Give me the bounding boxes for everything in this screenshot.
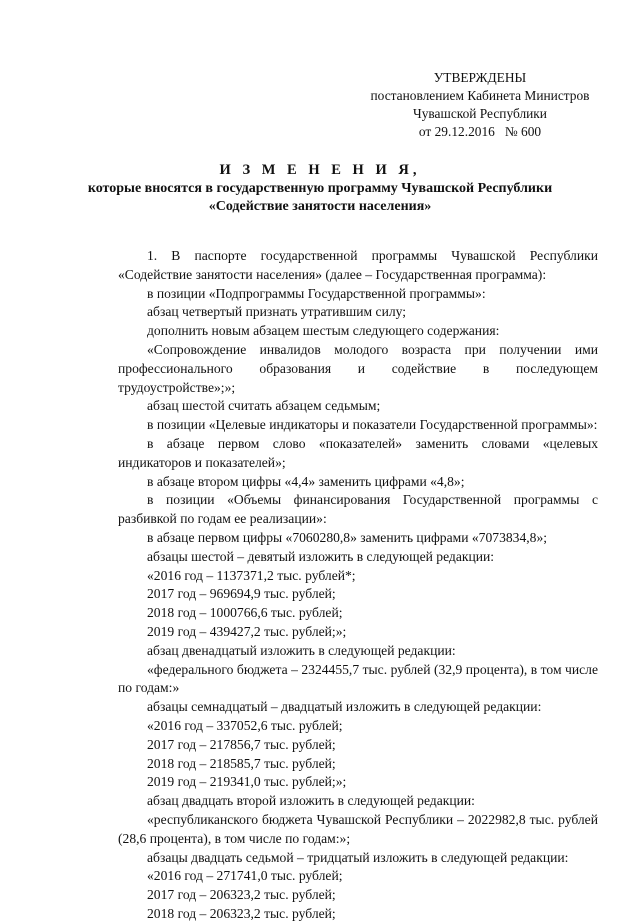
- paragraph: «2016 год – 337052,6 тыс. рублей;: [147, 717, 343, 733]
- paragraph: 2019 год – 439427,2 тыс. рублей;»;: [147, 623, 347, 639]
- paragraph: «республиканского бюджета Чувашской Республики – 2022982,8 тыс. рублей (28,6 процента), в том числе по годам:»;: [118, 811, 598, 846]
- title-subheading: которые вносятся в государственную программу Чувашской Республики: [87, 180, 553, 196]
- paragraph: 1. В паспорте государственной программы Чувашской Республики «Содействие занятости населения» (далее – Государственная программа):: [118, 248, 598, 282]
- paragraph: «федерального бюджета – 2324455,7 тыс. рублей (32,9 процента), в том числе по годам:»: [118, 661, 598, 696]
- paragraph: дополнить новым абзацем шестым следующего содержания:: [147, 323, 500, 339]
- paragraph: 2019 год – 219341,0 тыс. рублей;»;: [147, 774, 347, 790]
- paragraph: абзац двадцать второй изложить в следующей редакции:: [147, 793, 475, 809]
- title-heading: И З М Е Н Е Н И Я,: [219, 162, 421, 178]
- paragraph: абзацы семнадцатый – двадцатый изложить в следующей редакции:: [147, 699, 542, 715]
- paragraph: 2017 год – 217856,7 тыс. рублей;: [147, 736, 336, 752]
- paragraph: абзац четвертый признать утратившим силу;: [147, 304, 407, 320]
- title-program-name: «Содействие занятости населения»: [208, 199, 432, 214]
- paragraph: «Сопровождение инвалидов молодого возраста при получении ими профессионального образования и содействие в последующем трудоустройстве»;»;: [118, 341, 598, 395]
- paragraph: 2017 год – 206323,2 тыс. рублей;: [147, 887, 336, 903]
- approval-stamp: [362, 69, 598, 141]
- paragraph: в позиции «Объемы финансирования Государственной программы с разбивкой по годам ее реализации»:: [118, 492, 598, 527]
- paragraph: 2018 год – 206323,2 тыс. рублей;: [147, 905, 336, 921]
- paragraph: в позиции «Целевые индикаторы и показатели Государственной программы»:: [147, 417, 598, 433]
- paragraph: 2018 год – 1000766,6 тыс. рублей;: [147, 605, 343, 621]
- approval-line: Чувашской Республики: [413, 106, 547, 121]
- paragraph: в абзаце первом цифры «7060280,8» заменить цифрами «7073834,8»;: [147, 529, 548, 545]
- approval-title: УТВЕРЖДЕНЫ: [433, 70, 527, 85]
- paragraph: в абзаце втором цифры «4,4» заменить цифрами «4,8»;: [147, 473, 465, 489]
- approval-line: постановлением Кабинета Министров: [370, 88, 590, 103]
- paragraph: «2016 год – 1137371,2 тыс. рублей*;: [147, 567, 356, 583]
- paragraph: абзац двенадцатый изложить в следующей редакции:: [147, 642, 456, 658]
- paragraph: абзацы шестой – девятый изложить в следующей редакции:: [147, 548, 495, 564]
- paragraph: в абзаце первом слово «показателей» заменить словами «целевых индикаторов и показателей»;: [118, 435, 598, 470]
- paragraph: в позиции «Подпрограммы Государственной программы»:: [147, 285, 486, 301]
- paragraph: 2018 год – 218585,7 тыс. рублей;: [147, 755, 336, 771]
- document-body: [118, 247, 598, 924]
- paragraph: абзацы двадцать седьмой – тридцатый изложить в следующей редакции:: [147, 849, 569, 865]
- paragraph: «2016 год – 271741,0 тыс. рублей;: [147, 868, 343, 884]
- approval-date: от 29.12.2016 № 600: [418, 124, 542, 139]
- document-title: [40, 161, 600, 217]
- paragraph: абзац шестой считать абзацем седьмым;: [147, 398, 381, 414]
- paragraph: 2017 год – 969694,9 тыс. рублей;: [147, 586, 336, 602]
